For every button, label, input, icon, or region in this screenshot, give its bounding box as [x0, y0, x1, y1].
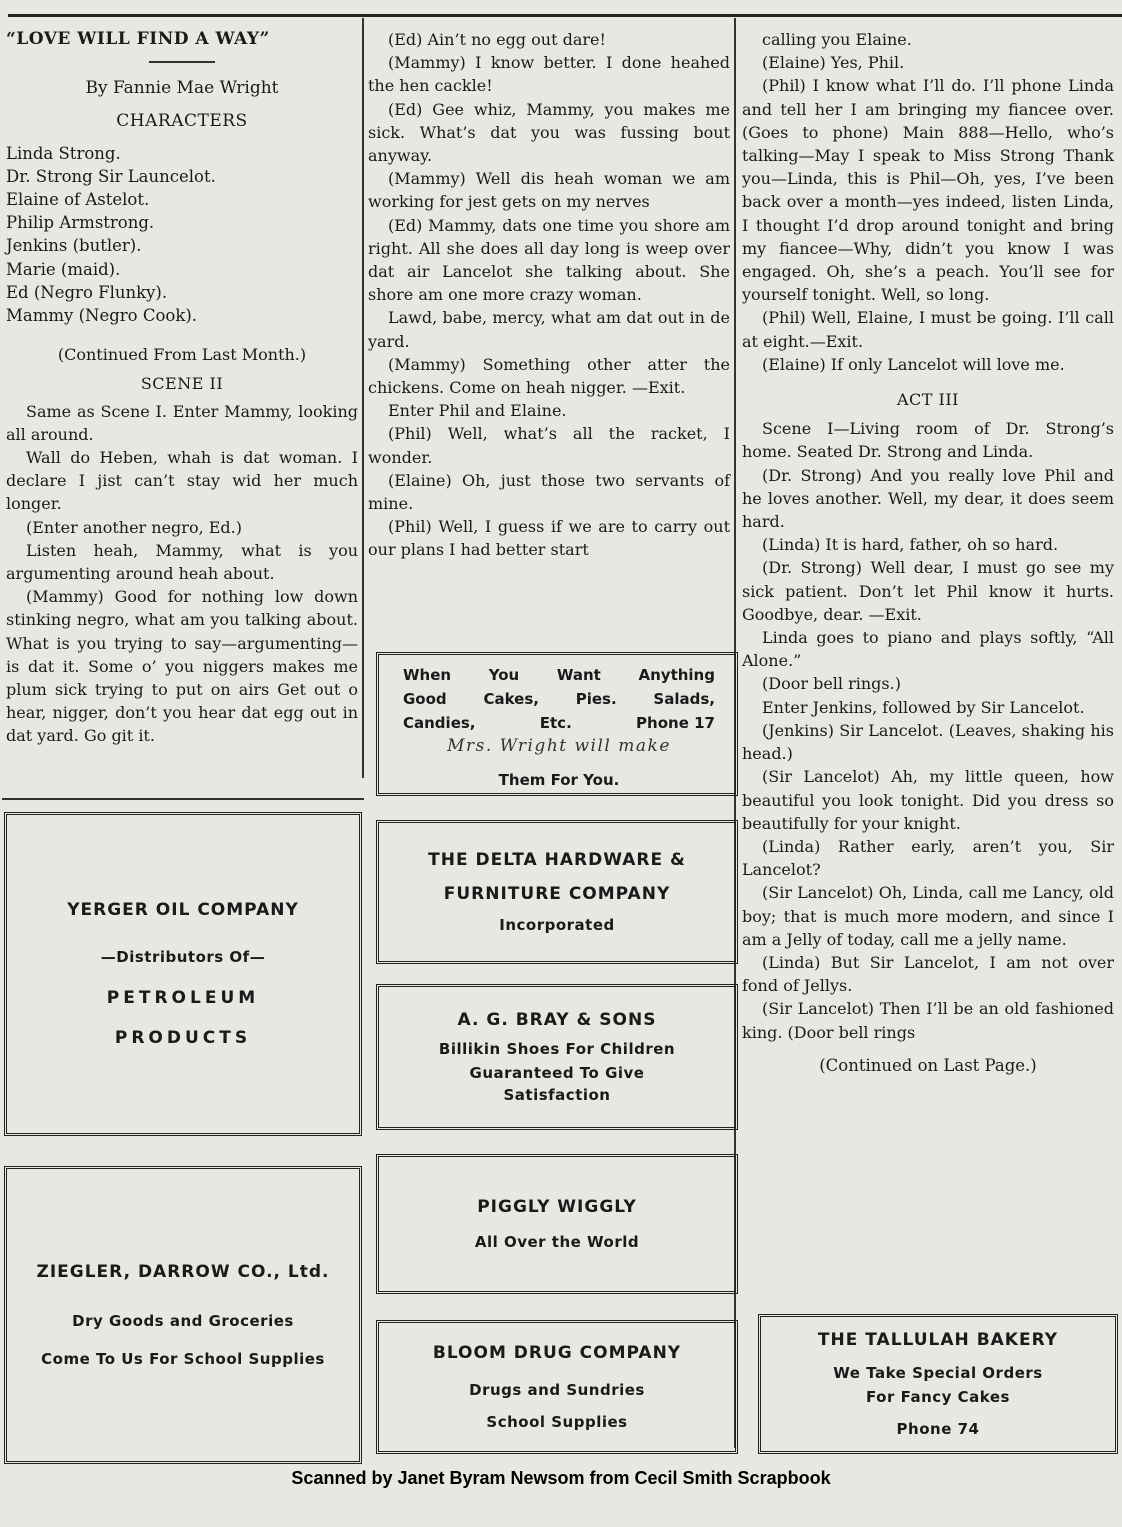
ad-wright-word: Phone 17: [636, 714, 715, 732]
ad-rule: [2, 798, 364, 800]
play-title: “LOVE WILL FIND A WAY”: [6, 29, 270, 49]
ad-tallulah-bakery: [758, 1314, 1118, 1454]
ad-wright-word: Pies.: [575, 690, 617, 708]
play-paragraph: calling you Elaine.: [762, 30, 912, 49]
ad-yerger-line2: PETROLEUM: [106, 988, 260, 1008]
ad-ziegler-darrow: [4, 1166, 362, 1464]
byline: By Fannie Mae Wright: [85, 78, 279, 99]
ad-delta-line3: Incorporated: [499, 916, 615, 934]
characters-heading: CHARACTERS: [116, 111, 248, 132]
play-paragraph: (Mammy) I know better. I done heahed the hen cackle!: [368, 53, 730, 96]
character-entry: Mammy (Negro Cook).: [6, 306, 198, 326]
ad-wright-handwritten: Mrs. Wright will make: [447, 736, 671, 756]
play-paragraph: (Mammy) Something other atter the chickens. Come on heah nigger. —Exit.: [368, 354, 730, 398]
ad-bray-sons: [376, 984, 738, 1130]
act-text: [742, 417, 1114, 1043]
play-paragraph: (Sir Lancelot) Ah, my little queen, how beautiful you look tonight. Did you dress so beautifully for your knight.: [742, 767, 1114, 833]
play-paragraph: (Ed) Mammy, dats one time you shore am right. All she does all day long is weep over dat air Lancelot she talking about. She shore am one more crazy woman.: [368, 215, 730, 305]
play-paragraph: (Phil) Well, what’s all the racket, I wonder.: [368, 424, 730, 467]
character-entry: Ed (Negro Flunky).: [6, 282, 168, 302]
ad-tallulah-line3: Phone 74: [896, 1420, 980, 1438]
ad-delta-line2: FURNITURE COMPANY: [443, 884, 671, 904]
play-paragraph: Scene I—Living room of Dr. Strong’s home. Seated Dr. Strong and Linda.: [742, 419, 1114, 462]
ad-wright-word: You: [488, 666, 520, 684]
top-rule: [8, 14, 1122, 17]
column-3: [742, 28, 1114, 1077]
column-2: [368, 28, 730, 562]
act-heading: ACT III: [896, 390, 959, 410]
ad-bloom-line2: School Supplies: [486, 1413, 628, 1431]
ad-bray-name: A. G. BRAY & SONS: [457, 1010, 657, 1030]
play-paragraph: (Elaine) Oh, just those two servants of mine.: [368, 470, 730, 514]
play-paragraph: Lawd, babe, mercy, what am dat out in de yard.: [368, 308, 730, 351]
ad-piggly-name: PIGGLY WIGGLY: [477, 1197, 637, 1217]
ad-wright-word: Want: [556, 666, 601, 684]
ad-ziegler-name: ZIEGLER, DARROW CO., Ltd.: [36, 1262, 330, 1282]
play-paragraph: (Linda) But Sir Lancelot, I am not over fond of Jellys.: [742, 952, 1114, 996]
column-1: [6, 28, 358, 748]
ad-ziegler-line2: Come To Us For School Supplies: [41, 1350, 325, 1368]
play-paragraph: (Linda) It is hard, father, oh so hard.: [762, 535, 1059, 555]
continued-next: (Continued on Last Page.): [819, 1055, 1037, 1075]
ad-tallulah-name: THE TALLULAH BAKERY: [817, 1330, 1059, 1350]
ad-delta-hardware: [376, 820, 738, 964]
play-paragraph: Linda goes to piano and plays softly, “All Alone.”: [742, 628, 1114, 671]
play-paragraph: Wall do Heben, whah is dat woman. I declare I jist can’t stay wid her much longer.: [6, 448, 358, 514]
play-paragraph: (Ed) Gee whiz, Mammy, you makes me sick. What’s dat you was fussing bout anyway.: [368, 99, 730, 166]
ad-bloom-line1: Drugs and Sundries: [469, 1381, 645, 1399]
ad-wright-word: When: [403, 666, 452, 684]
scene-heading: SCENE II: [140, 374, 224, 394]
play-paragraph: (Dr. Strong) Well dear, I must go see my sick patient. Don’t let Phil know it hurts. Goodbye, dear. —Exit.: [742, 558, 1114, 624]
play-paragraph: Enter Jenkins, followed by Sir Lancelot.: [762, 697, 1085, 717]
ad-wright-word: Salads,: [653, 690, 715, 708]
play-paragraph: Enter Phil and Elaine.: [388, 401, 567, 421]
character-entry: Dr. Strong Sir Launcelot.: [6, 166, 216, 186]
ad-tallulah-line2: For Fancy Cakes: [866, 1388, 1010, 1406]
ad-wright-word: Cakes,: [483, 690, 539, 708]
ad-bray-line1: Billikin Shoes For Children: [438, 1040, 676, 1058]
play-paragraph: (Jenkins) Sir Lancelot. (Leaves, shaking his head.): [742, 720, 1114, 764]
ad-yerger-name: YERGER OIL COMPANY: [67, 900, 299, 920]
ad-bloom-name: BLOOM DRUG COMPANY: [432, 1343, 682, 1363]
ad-wright-line2: [403, 687, 715, 711]
character-entry: Elaine of Astelot.: [6, 190, 150, 210]
play-paragraph: (Phil) I know what I’ll do. I’ll phone Linda and tell her I am bringing my fiancee over. (Goes to phone) Main 888—Hello, who’s talking—May I speak to Miss Strong Thank you—Linda, this is Phil—Oh, yes, I’ve been back over a month—yes indeed, listen Linda, I thought I’d drop around tonight and bring my fiancee—Why, didn’t you know I was engaged. Oh, she’s a peach. You’ll see for yourself tonight. Well, so long.: [742, 76, 1114, 305]
ad-wright-word: Anything: [638, 666, 715, 684]
column-2-text: [368, 28, 730, 562]
play-paragraph: (Linda) Rather early, aren’t you, Sir Lancelot?: [742, 836, 1114, 880]
play-paragraph: (Phil) Well, Elaine, I must be going. I’ll call at eight.—Exit.: [742, 308, 1114, 351]
play-paragraph: Same as Scene I. Enter Mammy, looking all around.: [6, 401, 358, 444]
ad-wright-word: Candies,: [403, 714, 476, 732]
ad-wright-line3: [403, 711, 715, 735]
play-paragraph: (Sir Lancelot) Then I’ll be an old fashioned king. (Door bell rings: [742, 999, 1114, 1042]
character-list: [6, 142, 358, 328]
character-entry: Marie (maid).: [6, 259, 121, 279]
column-divider-1: [362, 18, 364, 778]
play-paragraph: (Elaine) Yes, Phil.: [762, 53, 905, 73]
ad-wright-word: Good: [403, 690, 447, 708]
character-entry: Linda Strong.: [6, 143, 121, 163]
ad-wright-line1: [403, 663, 715, 687]
ad-piggly-line1: All Over the World: [474, 1233, 640, 1251]
title-divider: [149, 61, 215, 63]
play-paragraph: (Dr. Strong) And you really love Phil and he loves another. Well, my dear, it does seem hard.: [742, 465, 1114, 532]
play-paragraph: (Door bell rings.): [762, 674, 901, 694]
play-paragraph: Listen heah, Mammy, what is you argumenting around heah about.: [6, 540, 358, 584]
play-paragraph: (Ed) Ain’t no egg out dare!: [388, 30, 606, 49]
ad-piggly-wiggly: [376, 1154, 738, 1294]
column-3-text: [742, 28, 1114, 376]
column-1-text: [6, 400, 358, 748]
play-paragraph: (Phil) Well, I guess if we are to carry out our plans I had better start: [368, 517, 730, 560]
ad-delta-line1: THE DELTA HARDWARE &: [428, 850, 686, 870]
play-paragraph: (Enter another negro, Ed.): [26, 517, 242, 537]
ad-ziegler-line1: Dry Goods and Groceries: [72, 1312, 294, 1330]
ad-bloom-drug: [376, 1320, 738, 1454]
character-entry: Jenkins (butler).: [6, 236, 142, 256]
ad-wright-footer: Them For You.: [498, 771, 620, 789]
ad-bray-line3: Satisfaction: [503, 1086, 611, 1104]
play-paragraph: (Elaine) If only Lancelot will love me.: [762, 354, 1065, 374]
ad-yerger-line3: PRODUCTS: [114, 1028, 252, 1048]
play-paragraph: (Mammy) Good for nothing low down stinking negro, what am you talking about. What is you trying to say—argumenting—is dat it. Some o’ you niggers makes me plum sick trying to put on airs Get out o hear, nigger, don’t you hear dat egg out in dat yard. Go git it.: [6, 587, 358, 746]
ad-yerger-line1: —Distributors Of—: [100, 948, 266, 966]
play-paragraph: (Sir Lancelot) Oh, Linda, call me Lancy, old boy; that is much more modern, and since I am a Jelly of today, call me a jelly name.: [742, 883, 1114, 949]
ad-tallulah-line1: We Take Special Orders: [833, 1364, 1043, 1382]
ad-wright-cakes: [376, 652, 738, 796]
ad-wright-word: Etc.: [539, 714, 572, 732]
continued-note: (Continued From Last Month.): [57, 345, 307, 365]
scan-credit: Scanned by Janet Byram Newsom from Cecil Smith Scrapbook: [291, 1468, 831, 1488]
ad-bray-line2: Guaranteed To Give: [469, 1064, 645, 1082]
ad-yerger-oil: [4, 812, 362, 1136]
character-entry: Philip Armstrong.: [6, 213, 155, 233]
play-paragraph: (Mammy) Well dis heah woman we am working for jest gets on my nerves: [368, 169, 730, 212]
